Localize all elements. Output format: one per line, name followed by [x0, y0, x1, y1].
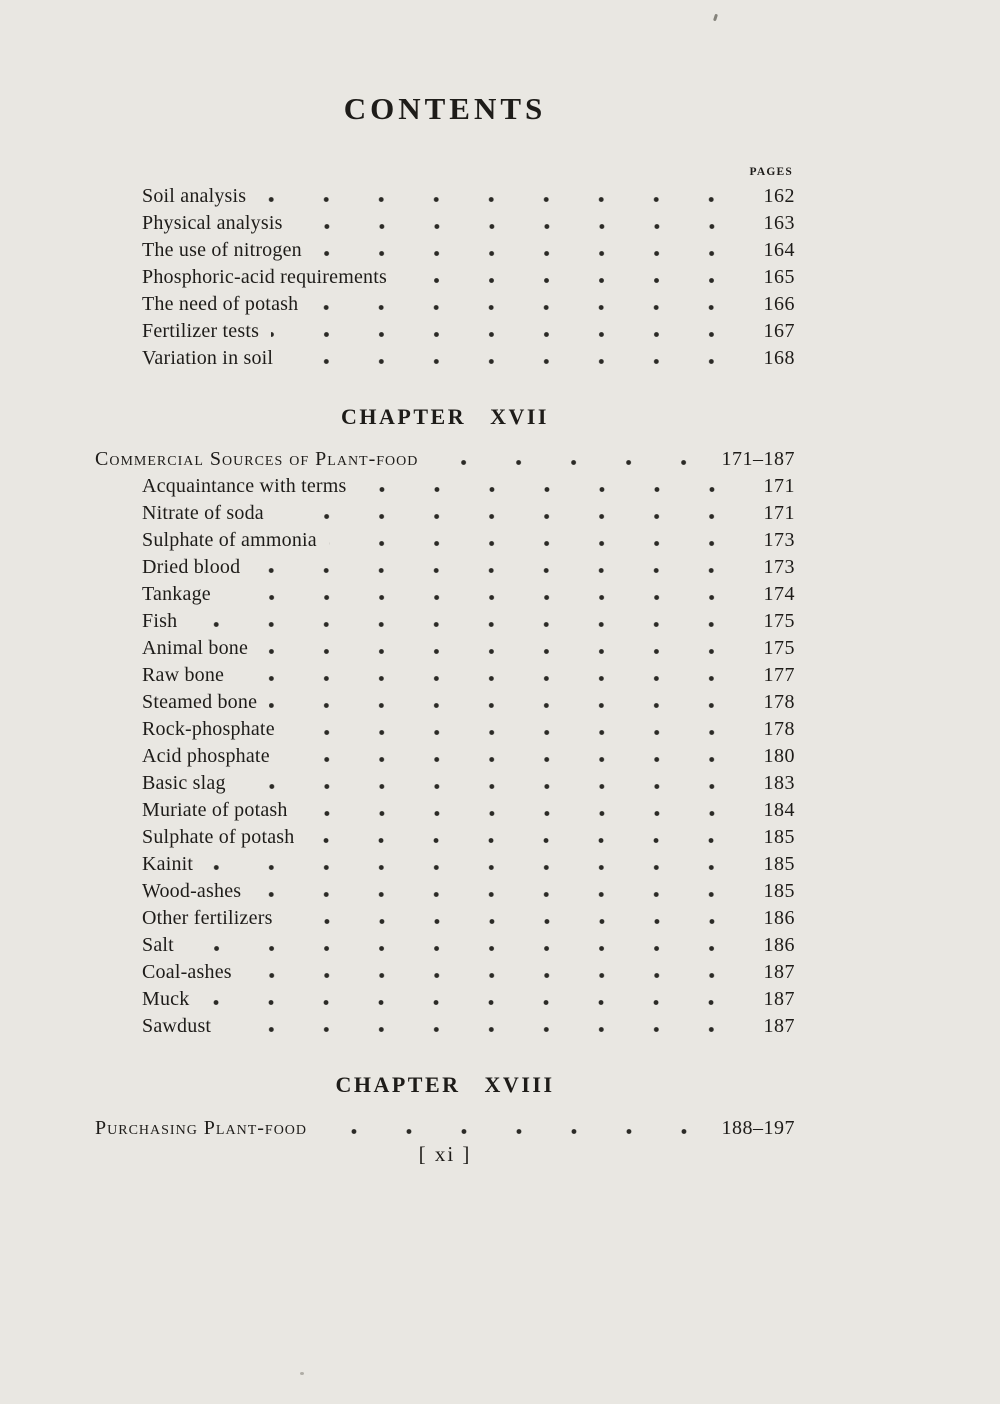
toc-entry-label: Variation in soil: [142, 347, 274, 370]
leader-dots: [329, 527, 741, 554]
leader-dots: [223, 1013, 741, 1040]
toc-entry: [142, 1013, 795, 1040]
toc-entry-page: 168: [763, 347, 795, 370]
toc-entry-label: Dried blood: [142, 556, 241, 579]
toc-entry-label: Tankage: [142, 583, 211, 606]
toc-entry-page: 167: [763, 320, 795, 343]
toc-entry-label: Sawdust: [142, 1015, 212, 1038]
leader-dots: [285, 905, 741, 932]
toc-entry-page: 188–197: [721, 1116, 795, 1139]
toc-entry-label: Commercial Sources of Plant-food: [95, 448, 419, 471]
toc-entry: [142, 210, 795, 237]
toc-entry-label: Sulphate of potash: [142, 826, 295, 849]
toc-entry-page: 185: [763, 880, 795, 903]
toc-entry-label: Fertilizer tests: [142, 320, 260, 343]
toc-entry: [142, 797, 795, 824]
toc-entry-label: Acquaintance with terms: [142, 475, 347, 498]
toc-entry-page: 175: [763, 637, 795, 660]
toc-entry: [142, 986, 795, 1013]
toc-entry-label: Fish: [142, 610, 178, 633]
toc-entry-page: 187: [763, 988, 795, 1011]
leader-dots: [276, 500, 741, 527]
toc-entry: [142, 608, 795, 635]
toc-entry-page: 178: [763, 691, 795, 714]
toc-entry-label: Acid phosphate: [142, 745, 270, 768]
leader-dots: [244, 959, 741, 986]
toc-entry: [142, 770, 795, 797]
toc-entry: [142, 554, 795, 581]
leader-dots: [269, 689, 741, 716]
toc-entry-page: 185: [763, 853, 795, 876]
toc-entry-page: 173: [763, 556, 795, 579]
toc-entry-label: Animal bone: [142, 637, 249, 660]
toc-entry: [142, 318, 795, 345]
leader-dots: [205, 851, 741, 878]
toc-entry-page: 166: [763, 293, 795, 316]
toc-entry: [142, 345, 795, 372]
toc-entry-label: Wood-ashes: [142, 880, 242, 903]
page-number-footer: [ xi ]: [418, 1141, 472, 1166]
leader-dots: [287, 716, 741, 743]
toc-entry: [142, 716, 795, 743]
toc-entry-page: 163: [763, 212, 795, 235]
leader-dots: [252, 554, 741, 581]
leader-dots: [260, 635, 741, 662]
toc-entry-page: 162: [763, 185, 795, 208]
toc-entry-page: 186: [763, 934, 795, 957]
toc-entry-label: Raw bone: [142, 664, 225, 687]
leader-dots: [295, 210, 741, 237]
toc-entry-page: 183: [763, 772, 795, 795]
toc-entry: [142, 662, 795, 689]
toc-entry: [142, 500, 795, 527]
pages-column-header: PAGES: [749, 166, 793, 179]
leader-dots: [310, 291, 741, 318]
toc-entry-page: 174: [763, 583, 795, 606]
leader-dots: [285, 345, 741, 372]
toc-entry: [142, 473, 795, 500]
toc-entry: [142, 291, 795, 318]
toc-entry-label: Muck: [142, 988, 190, 1011]
chapter-heading: CHAPTER XVIII: [335, 1072, 555, 1098]
toc-entry-page: 164: [763, 239, 795, 262]
toc-entry: [95, 446, 795, 473]
toc-entry-label: Muriate of potash: [142, 799, 288, 822]
toc-entry: [95, 1115, 795, 1142]
toc-entry: [142, 959, 795, 986]
table-of-contents: [95, 183, 795, 1142]
toc-entry: [142, 183, 795, 210]
toc-entry-label: Steamed bone: [142, 691, 258, 714]
leader-dots: [201, 986, 741, 1013]
toc-entry: [142, 932, 795, 959]
leader-dots: [314, 237, 741, 264]
leader-dots: [271, 318, 741, 345]
toc-entry: [142, 878, 795, 905]
toc-entry-page: 165: [763, 266, 795, 289]
leader-dots: [306, 824, 741, 851]
leader-dots: [319, 1115, 713, 1142]
toc-entry: [142, 635, 795, 662]
toc-entry-label: Sulphate of ammonia: [142, 529, 317, 552]
toc-entry-page: 178: [763, 718, 795, 741]
toc-entry-label: Physical analysis: [142, 212, 283, 235]
toc-entry-label: The need of potash: [142, 293, 299, 316]
leader-dots: [258, 183, 741, 210]
toc-entry: [142, 237, 795, 264]
toc-entry-label: Nitrate of soda: [142, 502, 264, 525]
leader-dots: [236, 662, 741, 689]
toc-entry-label: Soil analysis: [142, 185, 247, 208]
toc-entry-label: The use of nitrogen: [142, 239, 302, 262]
toc-entry-label: Coal-ashes: [142, 961, 232, 984]
toc-entry-label: Rock-phosphate: [142, 718, 275, 741]
toc-entry-page: 171: [763, 502, 795, 525]
leader-dots: [430, 446, 713, 473]
leader-dots: [300, 797, 741, 824]
leader-dots: [253, 878, 741, 905]
toc-entry-page: 187: [763, 1015, 795, 1038]
toc-entry: [142, 581, 795, 608]
toc-entry-page: 187: [763, 961, 795, 984]
leader-dots: [359, 473, 741, 500]
toc-entry-page: 175: [763, 610, 795, 633]
leader-dots: [189, 608, 741, 635]
toc-entry: [142, 743, 795, 770]
toc-entry-page: 173: [763, 529, 795, 552]
toc-entry: [142, 851, 795, 878]
toc-entry: [142, 527, 795, 554]
toc-entry-page: 184: [763, 799, 795, 822]
toc-entry: [142, 905, 795, 932]
toc-entry-page: 185: [763, 826, 795, 849]
chapter-heading: CHAPTER XVII: [341, 404, 549, 430]
toc-entry-label: Purchasing Plant-food: [95, 1116, 308, 1139]
toc-entry-label: Other fertilizers: [142, 907, 273, 930]
toc-entry: [142, 689, 795, 716]
toc-entry-label: Phosphoric-acid requirements: [142, 266, 387, 289]
toc-entry-page: 171: [763, 475, 795, 498]
leader-dots: [399, 264, 741, 291]
leader-dots: [223, 581, 741, 608]
toc-entry-label: Basic slag: [142, 772, 226, 795]
leader-dots: [238, 770, 741, 797]
toc-entry-page: 171–187: [721, 448, 795, 471]
toc-entry-page: 177: [763, 664, 795, 687]
toc-entry-page: 180: [763, 745, 795, 768]
toc-entry: [142, 824, 795, 851]
toc-entry-label: Salt: [142, 934, 174, 957]
page-title: CONTENTS: [343, 91, 547, 126]
leader-dots: [186, 932, 741, 959]
toc-entry: [142, 264, 795, 291]
leader-dots: [282, 743, 741, 770]
toc-entry-page: 186: [763, 907, 795, 930]
toc-entry-label: Kainit: [142, 853, 194, 876]
